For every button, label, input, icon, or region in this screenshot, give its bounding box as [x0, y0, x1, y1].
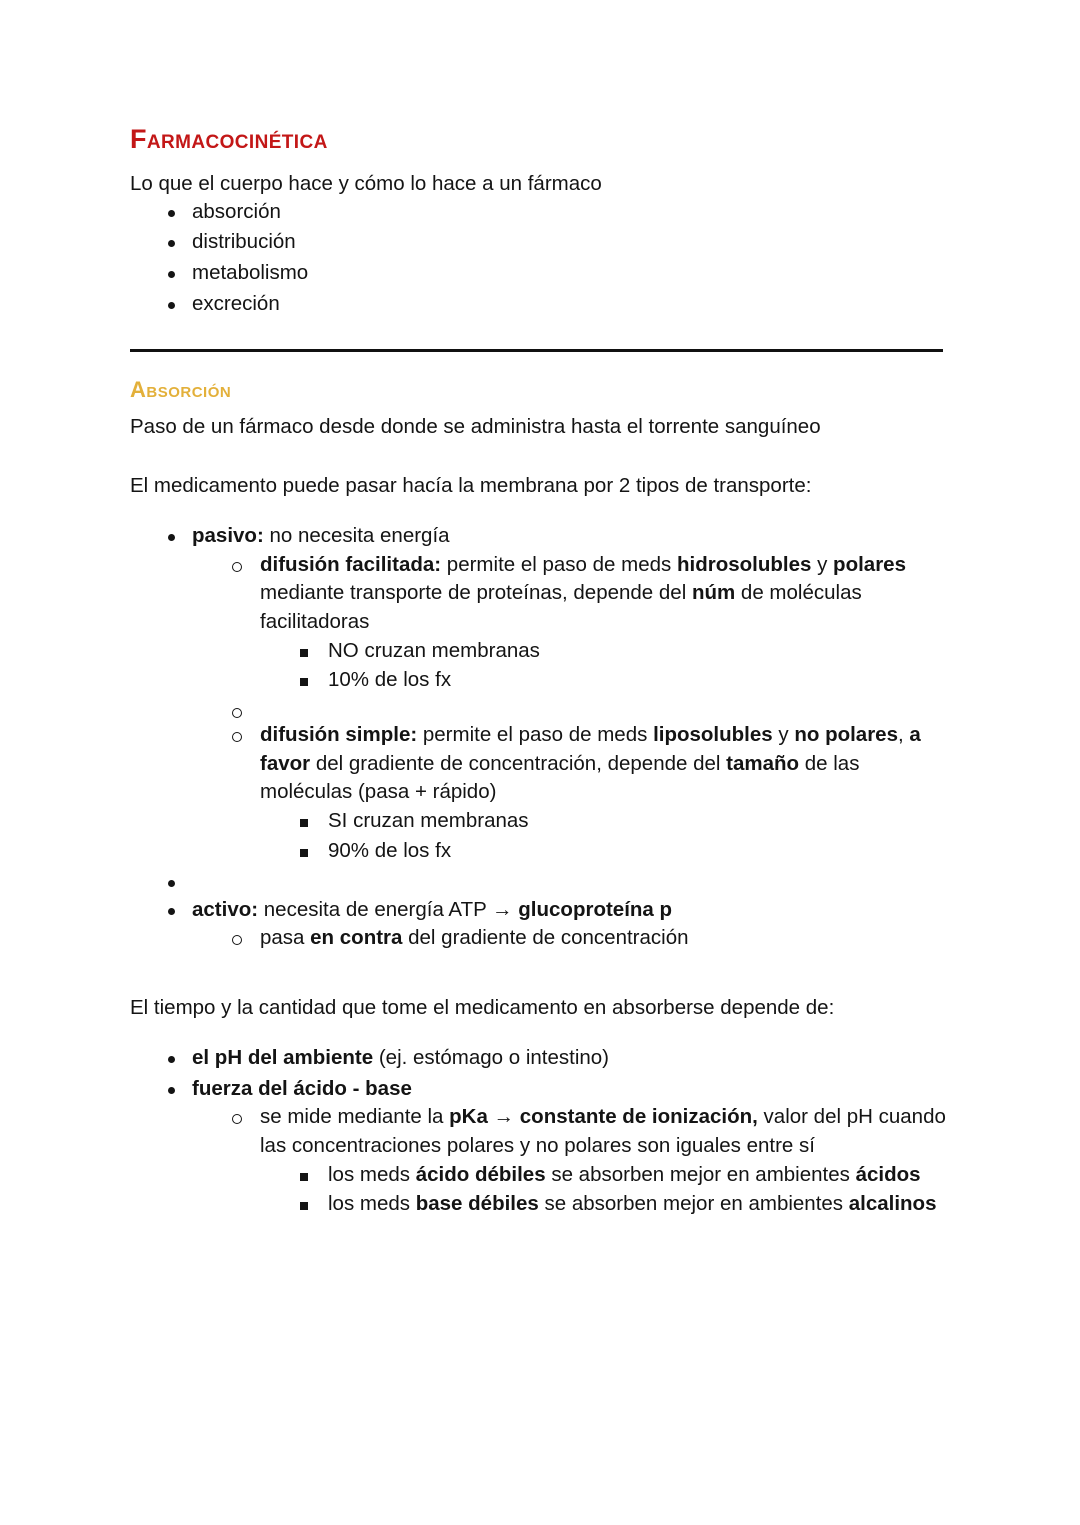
- pasivo-sublist: [192, 551, 950, 866]
- spacer: [130, 868, 950, 894]
- note-label: SI cruzan membranas: [328, 809, 529, 833]
- pka-body-1: se mide mediante la: [260, 1105, 450, 1129]
- absorcion-transport-intro: El medicamento puede pasar hacía la membrana por 2 tipos de transporte:: [130, 473, 812, 497]
- df-bold-2: polares: [833, 552, 906, 576]
- list-item: [130, 259, 950, 288]
- base-body-1: los meds: [328, 1192, 416, 1216]
- list-item: [130, 290, 950, 319]
- list-item: [130, 198, 950, 227]
- ph-rest: (ej. estómago o intestino): [373, 1046, 610, 1069]
- list-item-activo-sub: [192, 924, 950, 953]
- df-body-4: de moléculas facilitadoras: [260, 581, 862, 634]
- note-label: NO cruzan membranas: [328, 638, 540, 662]
- absorcion-definition: Paso de un fármaco desde donde se administra hasta el torrente sanguíneo: [130, 414, 821, 438]
- ds-bold-3: a favor: [260, 723, 921, 775]
- pasivo-text: no necesita energía: [263, 523, 450, 547]
- base-bold-2: alcalinos: [848, 1192, 937, 1216]
- list-item: [260, 637, 950, 666]
- note-label: 90% de los fx: [328, 838, 452, 862]
- df-body-1: permite el paso de meds: [441, 552, 677, 576]
- fuerza-sublist: [192, 1103, 950, 1219]
- list-item-label: excreción: [192, 291, 280, 315]
- list-item-difusion-simple: [192, 721, 950, 865]
- df-bold-1: hidrosolubles: [676, 552, 812, 576]
- absorcion-factors-list: [130, 1044, 950, 1219]
- activo-sublist: [192, 924, 950, 953]
- section-divider: [130, 349, 943, 352]
- list-item-pka: [192, 1103, 950, 1219]
- list-item: [130, 228, 950, 257]
- pka-body-2: valor del pH cuando las concentraciones polares y no polares son iguales entre sí: [260, 1105, 946, 1158]
- note-label: 10% de los fx: [328, 668, 452, 692]
- activo-bold-1: glucoproteína p: [512, 897, 673, 921]
- list-item-fuerza: [130, 1075, 950, 1219]
- acido-bold-2: ácidos: [855, 1162, 921, 1186]
- activo-label: activo:: [192, 897, 259, 921]
- absorcion-factors-intro: El tiempo y la cantidad que tome el medicamento en absorberse depende de:: [130, 995, 835, 1019]
- spacer: [130, 1022, 950, 1044]
- pka-bold-1: pKa → constante de ionización,: [449, 1105, 758, 1129]
- transport-list: [130, 522, 950, 953]
- list-item: [260, 666, 950, 695]
- activo-sub-body-2: del gradiente de concentración: [402, 926, 689, 950]
- acido-body-2: se absorben mejor en ambientes: [545, 1162, 856, 1186]
- section-heading-absorcion: Absorción: [130, 376, 232, 402]
- acido-bold-1: ácido débiles: [415, 1162, 546, 1186]
- list-item-difusion-facilitada: [192, 551, 950, 695]
- ds-bold-1: liposolubles: [653, 723, 773, 747]
- list-item-label: distribución: [192, 230, 296, 254]
- ds-body-3: ,: [898, 723, 910, 747]
- acido-body-1: los meds: [328, 1162, 416, 1186]
- pasivo-label: pasivo:: [192, 523, 264, 547]
- list-item-pasivo: [130, 522, 950, 866]
- difusion-facilitada-notes: [260, 637, 950, 695]
- ds-body-2: y: [772, 723, 795, 747]
- ph-bold: el pH del ambiente: [192, 1046, 374, 1069]
- df-body-2: y: [811, 552, 834, 576]
- difusion-simple-notes: [260, 807, 950, 865]
- spacer: [130, 500, 950, 522]
- list-item-base-debiles: [260, 1190, 950, 1219]
- base-bold-1: base débiles: [415, 1192, 539, 1216]
- list-item-label: metabolismo: [192, 261, 309, 285]
- ds-body-4: del gradiente de concentración, depende del: [310, 751, 727, 775]
- difusion-facilitada-label: difusión facilitada:: [260, 552, 442, 576]
- activo-sub-bold-1: en contra: [310, 926, 403, 950]
- activo-sub-body-1: pasa: [260, 926, 311, 950]
- ds-bold-2: no polares: [794, 723, 898, 747]
- ds-body-5: de las moléculas (pasa + rápido): [260, 751, 860, 804]
- list-item: [260, 807, 950, 836]
- list-item-acido-debiles: [260, 1161, 950, 1190]
- pka-notes: [260, 1161, 950, 1219]
- df-bold-3: núm: [691, 581, 736, 605]
- arrow-icon: →: [492, 897, 513, 921]
- page-title: Farmacocinética: [130, 124, 328, 154]
- list-item-activo: [130, 896, 950, 953]
- fuerza-bold: fuerza del ácido - base: [192, 1076, 412, 1100]
- ds-body-1: permite el paso de meds: [417, 723, 654, 747]
- list-item: [260, 837, 950, 866]
- spacer: [192, 697, 950, 719]
- activo-body-1: necesita de energía ATP: [258, 897, 493, 921]
- farmacocinetica-intro: Lo que el cuerpo hace y cómo lo hace a un fármaco: [130, 171, 602, 195]
- difusion-simple-label: difusión simple:: [260, 723, 418, 747]
- df-body-3: mediante transporte de proteínas, depende del: [260, 581, 692, 605]
- farmacocinetica-process-list: [130, 198, 950, 319]
- ds-bold-4: tamaño: [726, 751, 800, 775]
- list-item-label: absorción: [192, 199, 281, 223]
- base-body-2: se absorben mejor en ambientes: [538, 1192, 849, 1216]
- list-item-ph: [130, 1044, 950, 1073]
